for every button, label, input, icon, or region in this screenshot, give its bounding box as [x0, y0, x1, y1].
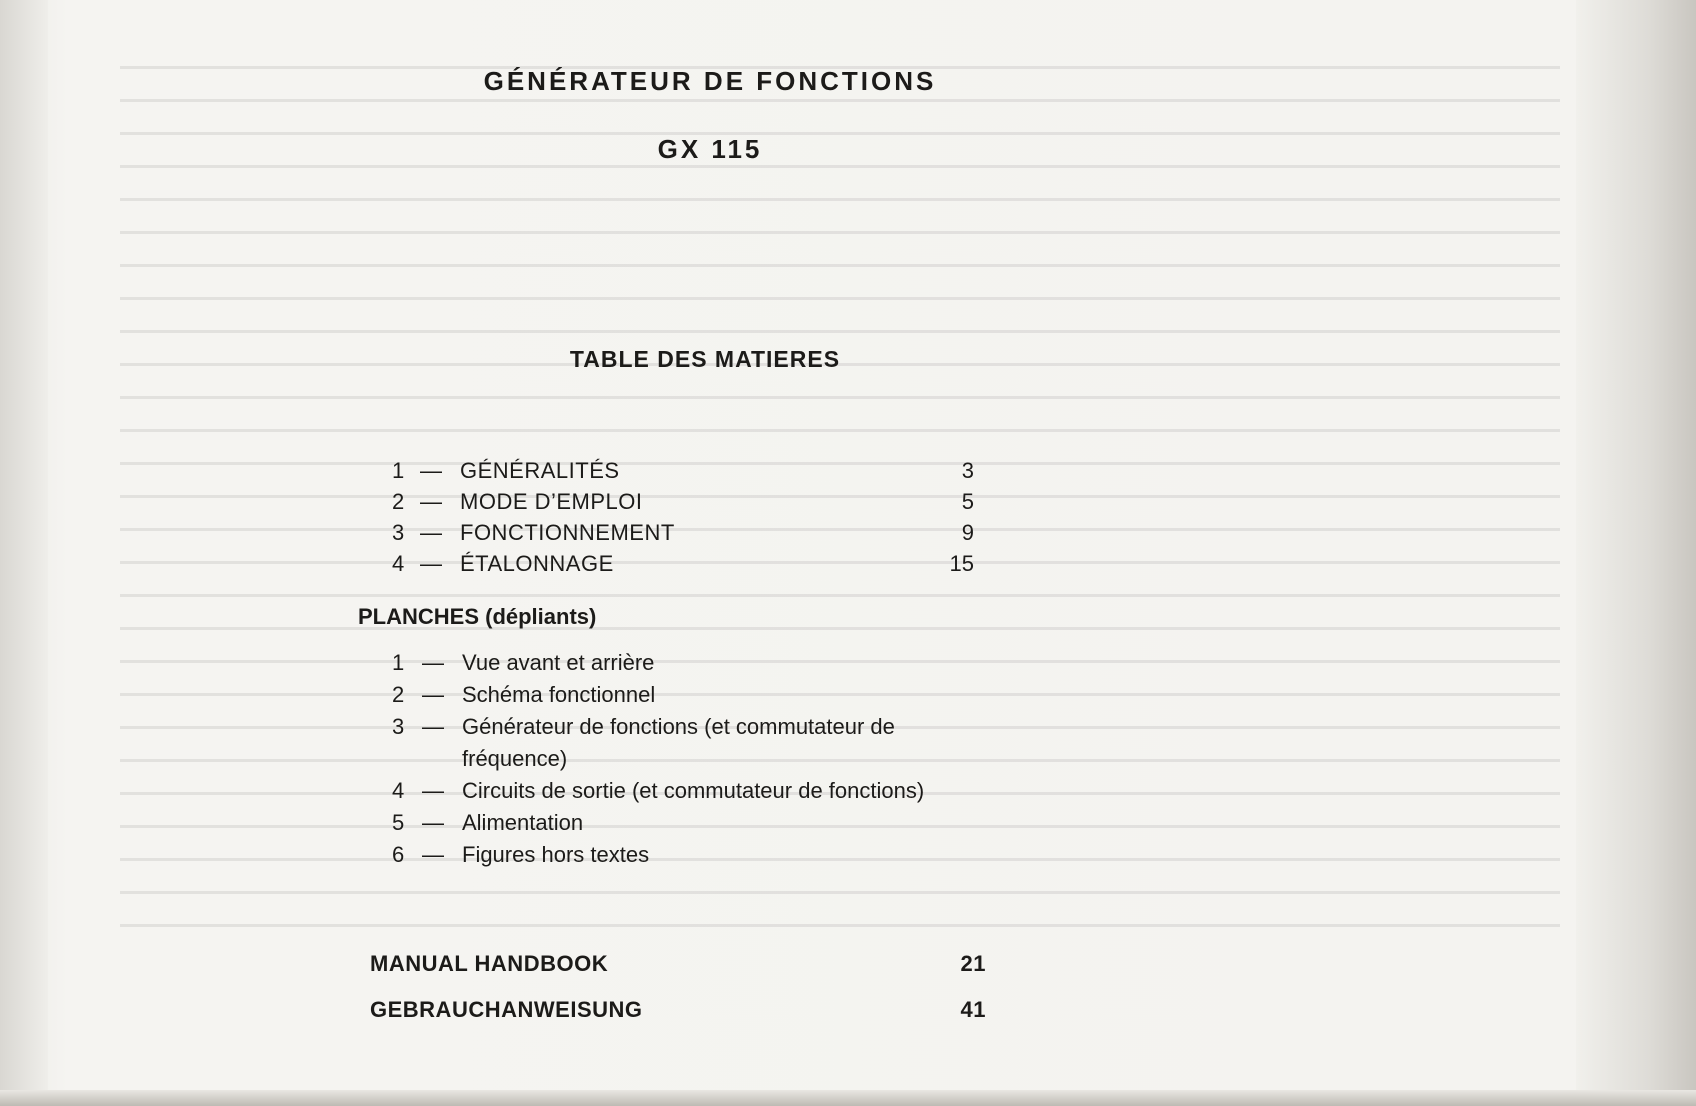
toc-row: [392, 520, 992, 551]
planche-label: Alimentation: [462, 810, 584, 835]
toc-number: 2: [392, 489, 405, 514]
toc-page: 9: [961, 520, 974, 545]
planches-heading: PLANCHES (dépliants): [358, 604, 597, 629]
toc-dash: —: [420, 458, 442, 483]
toc-label: MODE D’EMPLOI: [460, 489, 643, 514]
planche-dash: —: [422, 778, 444, 803]
toc-row: [392, 551, 992, 582]
toc-dash: —: [420, 489, 442, 514]
manual-page: 21: [960, 951, 986, 976]
toc-number: 3: [392, 520, 405, 545]
planche-dash: —: [422, 714, 444, 739]
toc-label: GÉNÉRALITÉS: [460, 458, 620, 483]
planche-number: 5: [392, 810, 405, 835]
manual-item: [370, 997, 986, 1043]
planche-label: Générateur de fonctions (et commutateur de fréquence): [462, 714, 895, 771]
planche-item: [392, 679, 972, 711]
planche-number: 3: [392, 714, 405, 739]
planche-dash: —: [422, 842, 444, 867]
planche-dash: —: [422, 682, 444, 707]
manual-page: 41: [960, 997, 986, 1022]
toc-dash: —: [420, 520, 442, 545]
toc-row: [392, 489, 992, 520]
toc-number: 1: [392, 458, 405, 483]
manual-label: MANUAL HANDBOOK: [370, 951, 609, 976]
planche-item: [392, 775, 972, 807]
toc-label: FONCTIONNEMENT: [460, 520, 675, 545]
manuals-list: [370, 951, 986, 1043]
toc-row: [392, 458, 992, 489]
planche-number: 6: [392, 842, 405, 867]
manual-item: [370, 951, 986, 997]
planches-list: [392, 647, 972, 871]
model-number: GX 115: [657, 134, 763, 164]
page-edge-bottom: [0, 1090, 1696, 1106]
manual-label: GEBRAUCHANWEISUNG: [370, 997, 643, 1022]
planche-item: [392, 807, 972, 839]
planche-label: Figures hors textes: [462, 842, 650, 867]
page-edge-left: [0, 0, 48, 1106]
toc-page: 5: [961, 489, 974, 514]
planche-item: [392, 839, 972, 871]
toc-page: 15: [949, 551, 974, 576]
planche-dash: —: [422, 810, 444, 835]
planche-label: Schéma fonctionnel: [462, 682, 656, 707]
toc-heading: TABLE DES MATIERES: [569, 346, 841, 372]
planche-dash: —: [422, 650, 444, 675]
planche-number: 4: [392, 778, 405, 803]
planche-label: Circuits de sortie (et commutateur de fonctions): [462, 778, 925, 803]
toc-dash: —: [420, 551, 442, 576]
planche-number: 1: [392, 650, 405, 675]
toc-label: ÉTALONNAGE: [460, 551, 614, 576]
planche-item: [392, 647, 972, 679]
document-title: GÉNÉRATEUR DE FONCTIONS: [483, 66, 937, 96]
planche-number: 2: [392, 682, 405, 707]
page-edge-right: [1576, 0, 1696, 1106]
toc-page: 3: [961, 458, 974, 483]
planche-item: [392, 711, 972, 775]
planche-label: Vue avant et arrière: [462, 650, 655, 675]
toc-number: 4: [392, 551, 405, 576]
toc-list: [392, 458, 992, 582]
